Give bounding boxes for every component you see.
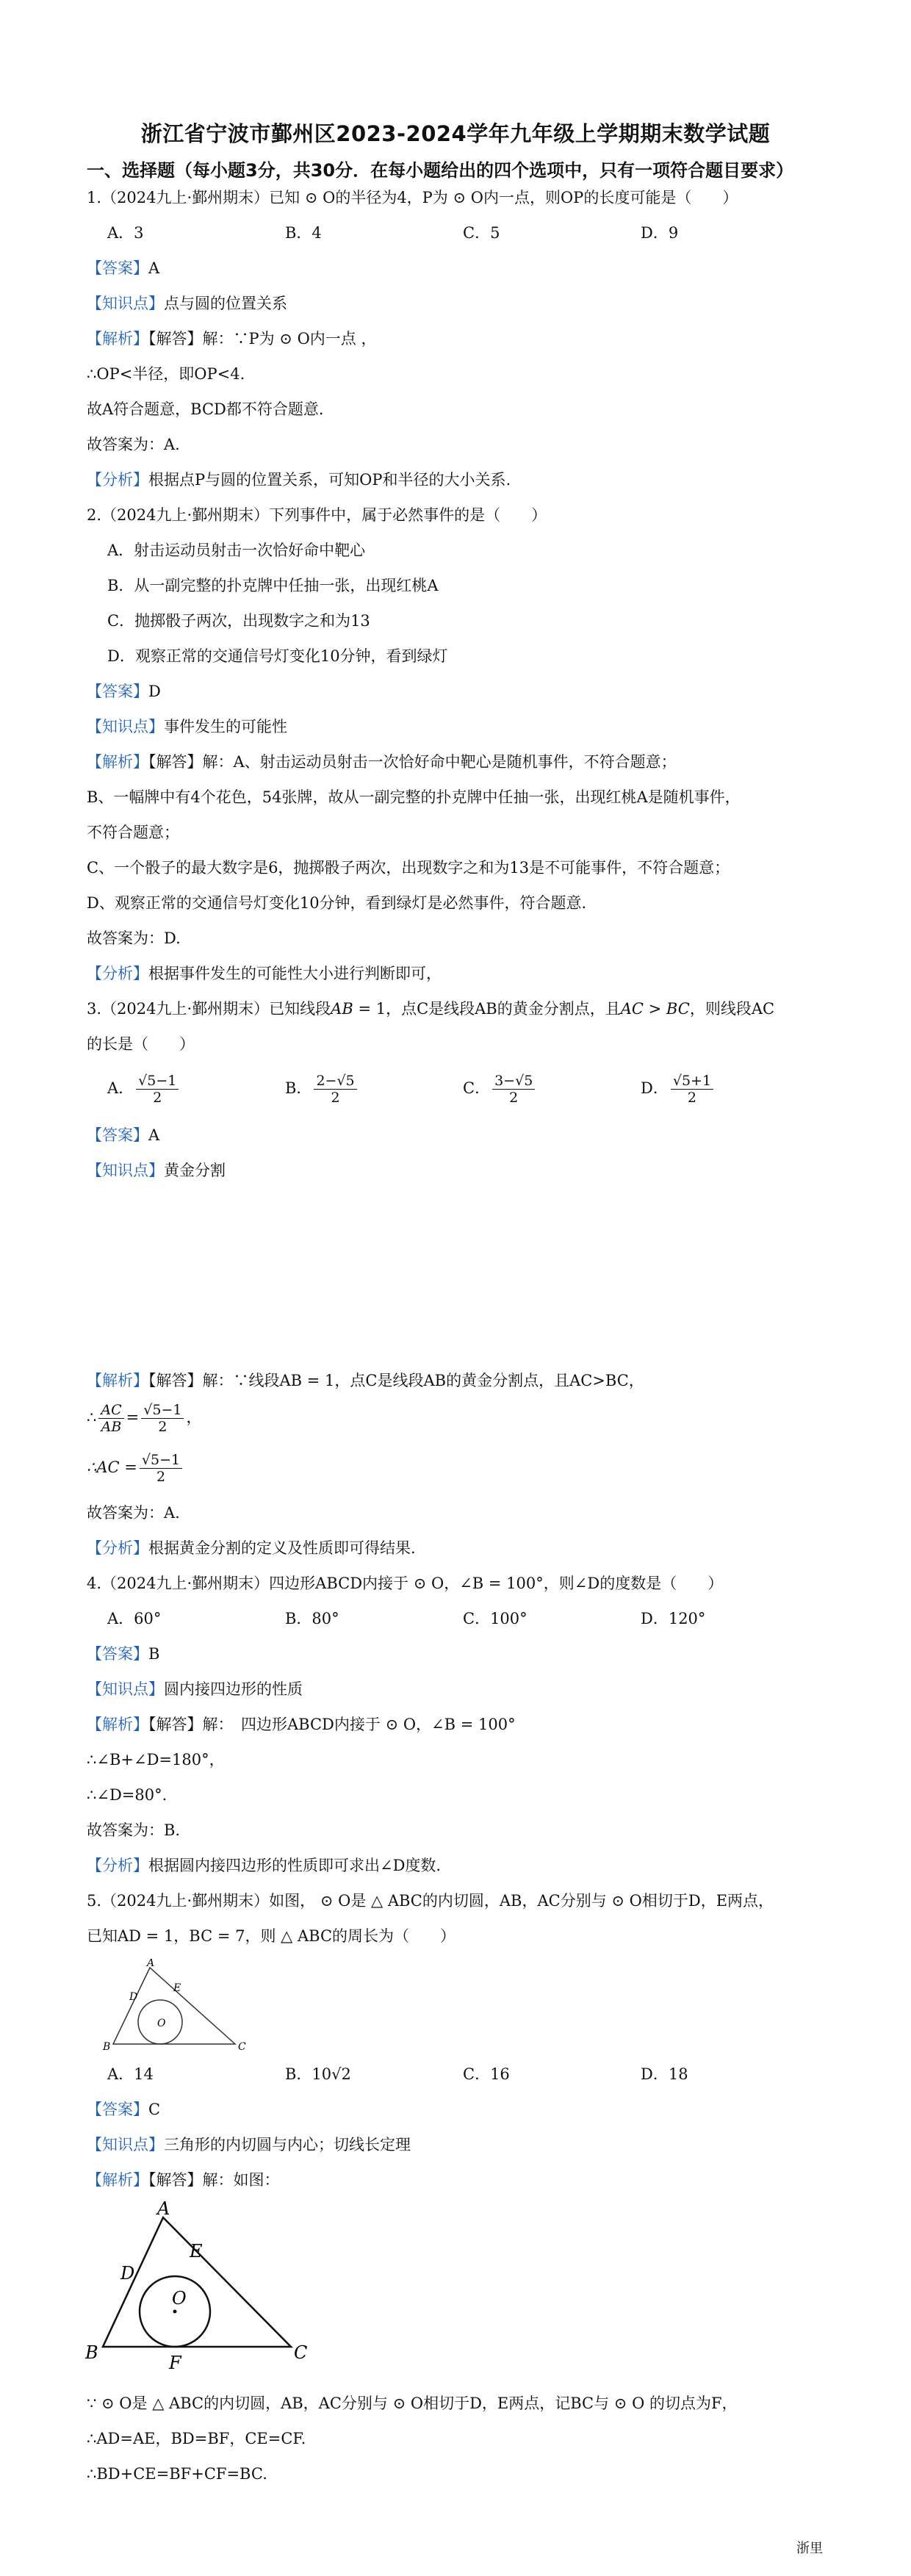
q3-answer-value: A [148, 1126, 160, 1144]
q2-knowledge [87, 716, 287, 738]
q4-review-value: 根据圆内接四边形的性质即可求出∠D度数. [148, 1857, 442, 1874]
q5-label-b: B [103, 2041, 111, 2053]
answer-tag: 【答案】 [87, 2101, 148, 2118]
q4-stem: 4.（2024九上·鄞州期末）四边形ABCD内接于 ⊙ O，∠B = 100°，则∠D的度数是（ ） [87, 1575, 724, 1592]
q5-label-o: O [157, 2018, 166, 2029]
q3-option-c-num: 3−√5 [492, 1073, 535, 1090]
q5-big-label-d: D [120, 2263, 135, 2284]
q3-step2 [87, 1452, 184, 1485]
q2-answer [87, 680, 161, 702]
q3-stem-part: 3.（2024九上·鄞州期末）已知线段 [87, 1000, 331, 1018]
q5-center-point [173, 2310, 177, 2314]
answer-tag: 【答案】 [87, 683, 148, 700]
q3-stem [87, 998, 774, 1020]
q4-knowledge-value: 圆内接四边形的性质 [164, 1680, 303, 1698]
q1-review [87, 469, 511, 491]
analysis-tag: 【解析】 [87, 330, 148, 348]
q3-option-a-num: √5−1 [136, 1073, 179, 1090]
q5-big-label-o: O [172, 2288, 187, 2309]
q3-option-c [463, 1073, 537, 1106]
q4-option-c: C．100° [463, 1610, 527, 1627]
q1-review-value: 根据点P与圆的位置关系，可知OP和半径的大小关系. [148, 471, 511, 489]
analysis-tag: 【解析】 [87, 753, 148, 771]
knowledge-tag: 【知识点】 [87, 1162, 164, 1179]
knowledge-tag: 【知识点】 [87, 2136, 164, 2154]
q5-big-label-a: A [157, 2201, 170, 2219]
answer-tag: 【答案】 [87, 1126, 148, 1144]
q3-option-d-num: √5+1 [671, 1073, 713, 1090]
q5-large-figure [81, 2201, 316, 2378]
review-tag: 【分析】 [87, 1539, 148, 1557]
q5-label-c: C [238, 2041, 246, 2053]
q5-small-figure [103, 1959, 250, 2054]
q5-solution-intro: 解：如图： [202, 2171, 280, 2189]
knowledge-tag: 【知识点】 [87, 718, 164, 735]
q2-stem: 2.（2024九上·鄞州期末）下列事件中，属于必然事件的是（ ） [87, 506, 547, 524]
knowledge-tag: 【知识点】 [87, 1680, 164, 1698]
analysis-tag: 【解析】 [87, 1716, 148, 1733]
q1-solution-line: 故答案为：A. [87, 436, 180, 453]
q5-label-e: E [173, 1982, 181, 1994]
q3-solution [87, 1370, 644, 1392]
q4-review [87, 1854, 441, 1877]
q5-big-label-e: E [190, 2241, 203, 2262]
q3-answer [87, 1124, 159, 1146]
q1-answer [87, 257, 159, 279]
q5-big-label-c: C [294, 2342, 308, 2363]
q3-option-b-num: 2−√5 [314, 1073, 356, 1090]
q5-solution-line: ∴BD+CE=BF+CF=BC. [87, 2465, 267, 2483]
q3-step1-frac-num: AC [98, 1402, 123, 1419]
q5-solution-line: ∴AD=AE，BD=BF，CE=CF. [87, 2430, 306, 2447]
q2-review-value: 根据事件发生的可能性大小进行判断即可， [148, 965, 442, 982]
analysis-tag: 【解析】 [87, 2171, 148, 2189]
q3-step1-suffix: ， [186, 1408, 202, 1426]
q3-option-b [285, 1073, 359, 1106]
q3-stem-math: AB [331, 1000, 353, 1018]
q4-option-d: D．120° [641, 1610, 706, 1627]
q5-option-a: A．14 [107, 2065, 154, 2083]
q3-step1-val-num: √5−1 [141, 1402, 184, 1419]
q3-option-d-den: 2 [687, 1090, 696, 1106]
q1-solution-line: ∴OP<半径，即OP<4. [87, 365, 245, 383]
q3-option-a [107, 1073, 181, 1106]
q2-solution-intro: 解：A、射击运动员射击一次恰好命中靶心是随机事件，不符合题意； [202, 753, 677, 771]
q1-option-c: C．5 [463, 224, 500, 242]
q3-option-letter: B． [285, 1079, 312, 1097]
q3-step2-val-num: √5−1 [140, 1452, 182, 1469]
page-title: 浙江省宁波市鄞州区2023-2024学年九年级上学期期末数学试题 [140, 121, 771, 146]
q3-step1-frac-den: AB [101, 1419, 122, 1435]
q3-review-value: 根据黄金分割的定义及性质即可得结果. [148, 1539, 416, 1557]
q2-solution-line: D、观察正常的交通信号灯变化10分钟，看到绿灯是必然事件，符合题意. [87, 894, 587, 912]
q1-solution-line: 故A符合题意，BCD都不符合题意. [87, 400, 324, 418]
q2-solution-line: C、一个骰子的最大数字是6，抛掷骰子两次，出现数字之和为13是不可能事件，不符合题意； [87, 859, 730, 877]
solution-tag: 【解答】 [148, 2171, 203, 2189]
solution-tag: 【解答】 [148, 1372, 203, 1389]
q1-option-b: B．4 [285, 224, 322, 242]
section-heading: 一、选择题（每小题3分，共30分．在每小题给出的四个选项中，只有一项符合题目要求） [87, 160, 794, 181]
q1-option-a: A．3 [107, 224, 144, 242]
q1-solution [87, 328, 376, 350]
q3-option-d [641, 1073, 716, 1106]
q3-step1-eq: = [126, 1408, 140, 1426]
knowledge-tag: 【知识点】 [87, 295, 164, 312]
q2-option-c: C．抛掷骰子两次，出现数字之和为13 [107, 612, 370, 630]
q5-option-d: D．18 [641, 2065, 688, 2083]
q3-step1 [87, 1402, 201, 1435]
q5-option-c: C．16 [463, 2065, 510, 2083]
q5-solution [87, 2169, 280, 2191]
q3-stem-part: ，则线段AC [689, 1000, 775, 1018]
analysis-tag: 【解析】 [87, 1372, 148, 1389]
review-tag: 【分析】 [87, 965, 148, 982]
q2-option-a: A．射击运动员射击一次恰好命中靶心 [107, 542, 366, 559]
q4-option-b: B．80° [285, 1610, 339, 1627]
q2-solution [87, 751, 677, 773]
q2-option-b: B．从一副完整的扑克牌中任抽一张，出现红桃A [107, 577, 439, 594]
q5-big-label-f: F [169, 2353, 181, 2373]
q5-label-d: D [129, 1991, 138, 2003]
q3-step2-prefix: ∴AC = [87, 1458, 137, 1476]
review-tag: 【分析】 [87, 471, 148, 489]
q3-stem-line2: 的长是（ ） [87, 1035, 195, 1053]
q4-answer-value: B [148, 1645, 160, 1663]
q3-option-c-den: 2 [509, 1090, 519, 1106]
q3-option-b-den: 2 [331, 1090, 340, 1106]
q2-answer-value: D [148, 683, 161, 700]
q4-option-a: A．60° [107, 1610, 162, 1627]
q4-knowledge [87, 1678, 303, 1700]
q4-solution-line: ∴∠B+∠D=180°， [87, 1751, 225, 1769]
q5-triangle [113, 1968, 235, 2044]
q1-answer-value: A [148, 259, 160, 277]
q3-step1-prefix: ∴ [87, 1408, 97, 1426]
q3-knowledge [87, 1159, 226, 1181]
q3-stem-math: AC > BC [620, 1000, 690, 1018]
q3-step2-val-den: 2 [156, 1469, 166, 1485]
q4-answer [87, 1643, 159, 1665]
answer-tag: 【答案】 [87, 259, 148, 277]
q1-knowledge-value: 点与圆的位置关系 [164, 295, 287, 312]
q5-stem-line2: 已知AD = 1，BC = 7，则 △ ABC的周长为（ ） [87, 1927, 456, 1945]
q1-option-d: D．9 [641, 224, 679, 242]
q3-option-letter: D． [641, 1079, 669, 1097]
q4-solution-line: ∴∠D=80°. [87, 1786, 168, 1804]
q3-option-letter: C． [463, 1079, 491, 1097]
q2-solution-line: B、一幅牌中有4个花色，54张牌，故从一副完整的扑克牌中任抽一张，出现红桃A是随机事件， [87, 788, 741, 806]
q3-stem-part: = 1，点C是线段AB的黄金分割点，且 [353, 1000, 621, 1018]
q2-solution-line: 故答案为：D. [87, 929, 181, 947]
q5-label-a: A [147, 1959, 155, 1969]
q5-knowledge-value: 三角形的内切圆与内心；切线长定理 [164, 2136, 411, 2154]
solution-tag: 【解答】 [148, 330, 203, 348]
q3-knowledge-value: 黄金分割 [164, 1162, 226, 1179]
q4-solution-line: 故答案为：B. [87, 1821, 181, 1839]
q2-option-d: D．观察正常的交通信号灯变化10分钟，看到绿灯 [107, 647, 448, 665]
q3-step1-val-den: 2 [158, 1419, 168, 1435]
q3-option-letter: A． [107, 1079, 134, 1097]
q3-option-a-den: 2 [153, 1090, 162, 1106]
answer-tag: 【答案】 [87, 1645, 148, 1663]
solution-tag: 【解答】 [148, 753, 203, 771]
q3-review [87, 1537, 416, 1559]
q1-stem: 1.（2024九上·鄞州期末）已知 ⊙ O的半径为4，P为 ⊙ O内一点，则OP的长度可能是（ ） [87, 189, 738, 206]
q2-knowledge-value: 事件发生的可能性 [164, 718, 287, 735]
q2-solution-line: 不符合题意； [87, 824, 179, 841]
q5-knowledge [87, 2134, 411, 2156]
review-tag: 【分析】 [87, 1857, 148, 1874]
q1-solution-intro: 解：∵P为 ⊙ O内一点 ， [202, 330, 377, 348]
q5-option-b: B．10√2 [285, 2065, 351, 2083]
q5-answer [87, 2098, 160, 2120]
q4-solution-intro: 解： 四边形ABCD内接于 ⊙ O，∠B = 100° [202, 1716, 516, 1733]
q4-solution [87, 1713, 516, 1735]
q5-stem: 5.（2024九上·鄞州期末）如图， ⊙ O是 △ ABC的内切圆，AB，AC分别与 ⊙ O相切于D，E两点， [87, 1892, 774, 1910]
solution-tag: 【解答】 [148, 1716, 203, 1733]
q5-answer-value: C [148, 2101, 161, 2118]
q5-solution-line: ∵ ⊙ O是 △ ABC的内切圆，AB，AC分别与 ⊙ O相切于D，E两点，记BC与 ⊙ O 的切点为F， [87, 2395, 738, 2412]
q3-solution-intro: 解：∵线段AB = 1，点C是线段AB的黄金分割点，且AC>BC， [202, 1372, 644, 1389]
page-footer-watermark: 浙里 [796, 2541, 823, 2556]
q2-review [87, 963, 442, 985]
q3-conclusion: 故答案为：A. [87, 1504, 180, 1522]
q5-big-label-b: B [85, 2342, 98, 2363]
q1-knowledge [87, 292, 287, 314]
